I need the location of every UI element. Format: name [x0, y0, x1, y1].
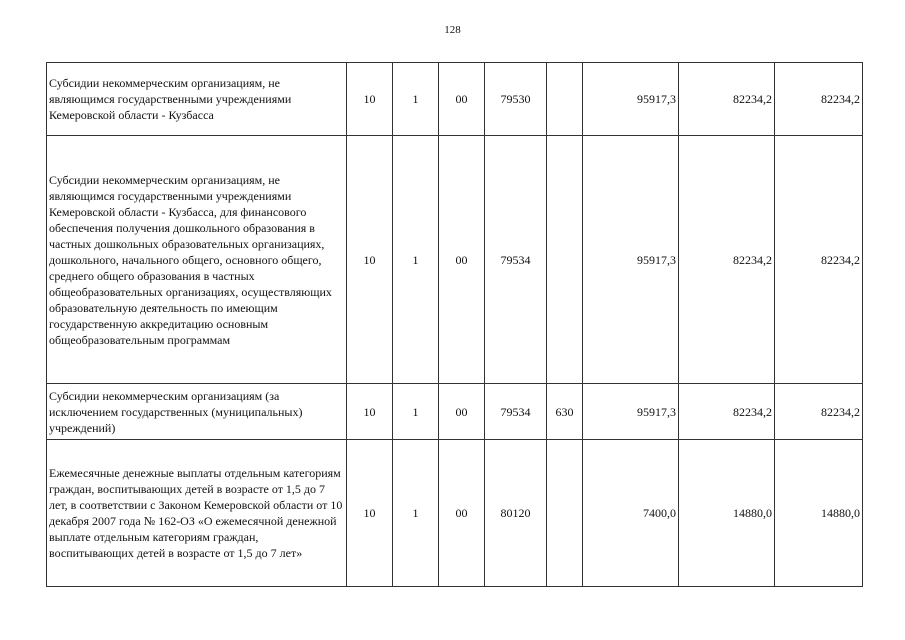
program-code: 00	[439, 63, 485, 136]
table-row	[47, 63, 863, 136]
amount-year-3: 82234,2	[775, 136, 863, 384]
row-description: Субсидии некоммерческим организациям, не являющимся государственными учреждениями Кемеровской области - Кузбасса, для финансового обеспечения получения дошкольного образования в частных дошкольных образовательных организациях, дошкольного, начального общего, основного общего, среднего общего образования в частных общеобразовательных организациях, осуществляющих образовательную деятельность по имеющим государственную аккредитацию основным общеобразовательным программам	[47, 136, 347, 384]
table-row	[47, 384, 863, 440]
amount-year-3: 14880,0	[775, 440, 863, 587]
table-row	[47, 136, 863, 384]
program-code: 00	[439, 136, 485, 384]
article-code: 79534	[485, 384, 547, 440]
amount-year-2: 82234,2	[679, 63, 775, 136]
subsection-code: 1	[393, 136, 439, 384]
expense-type-code	[547, 136, 583, 384]
subsection-code: 1	[393, 440, 439, 587]
page-number: 128	[444, 24, 461, 36]
article-code: 80120	[485, 440, 547, 587]
amount-year-3: 82234,2	[775, 63, 863, 136]
row-description: Субсидии некоммерческим организациям, не являющимся государственными учреждениями Кемеровской области - Кузбасса	[47, 63, 347, 136]
section-code: 10	[347, 63, 393, 136]
budget-table	[46, 62, 863, 587]
amount-year-1: 95917,3	[583, 384, 679, 440]
expense-type-code: 630	[547, 384, 583, 440]
program-code: 00	[439, 384, 485, 440]
row-description: Субсидии некоммерческим организациям (за исключением государственных (муниципальных) учреждений)	[47, 384, 347, 440]
amount-year-1: 95917,3	[583, 136, 679, 384]
article-code: 79530	[485, 63, 547, 136]
amount-year-2: 82234,2	[679, 136, 775, 384]
section-code: 10	[347, 384, 393, 440]
row-description: Ежемесячные денежные выплаты отдельным категориям граждан, воспитывающих детей в возрасте от 1,5 до 7 лет, в соответствии с Законом Кемеровской области от 10 декабря 2007 года № 162-ОЗ «О ежемесячной денежной выплате отдельным категориям граждан, воспитывающих детей в возрасте от 1,5 до 7 лет»	[47, 440, 347, 587]
amount-year-3: 82234,2	[775, 384, 863, 440]
expense-type-code	[547, 63, 583, 136]
expense-type-code	[547, 440, 583, 587]
subsection-code: 1	[393, 63, 439, 136]
article-code: 79534	[485, 136, 547, 384]
amount-year-2: 82234,2	[679, 384, 775, 440]
amount-year-2: 14880,0	[679, 440, 775, 587]
subsection-code: 1	[393, 384, 439, 440]
amount-year-1: 95917,3	[583, 63, 679, 136]
amount-year-1: 7400,0	[583, 440, 679, 587]
program-code: 00	[439, 440, 485, 587]
table-row	[47, 440, 863, 587]
section-code: 10	[347, 440, 393, 587]
section-code: 10	[347, 136, 393, 384]
